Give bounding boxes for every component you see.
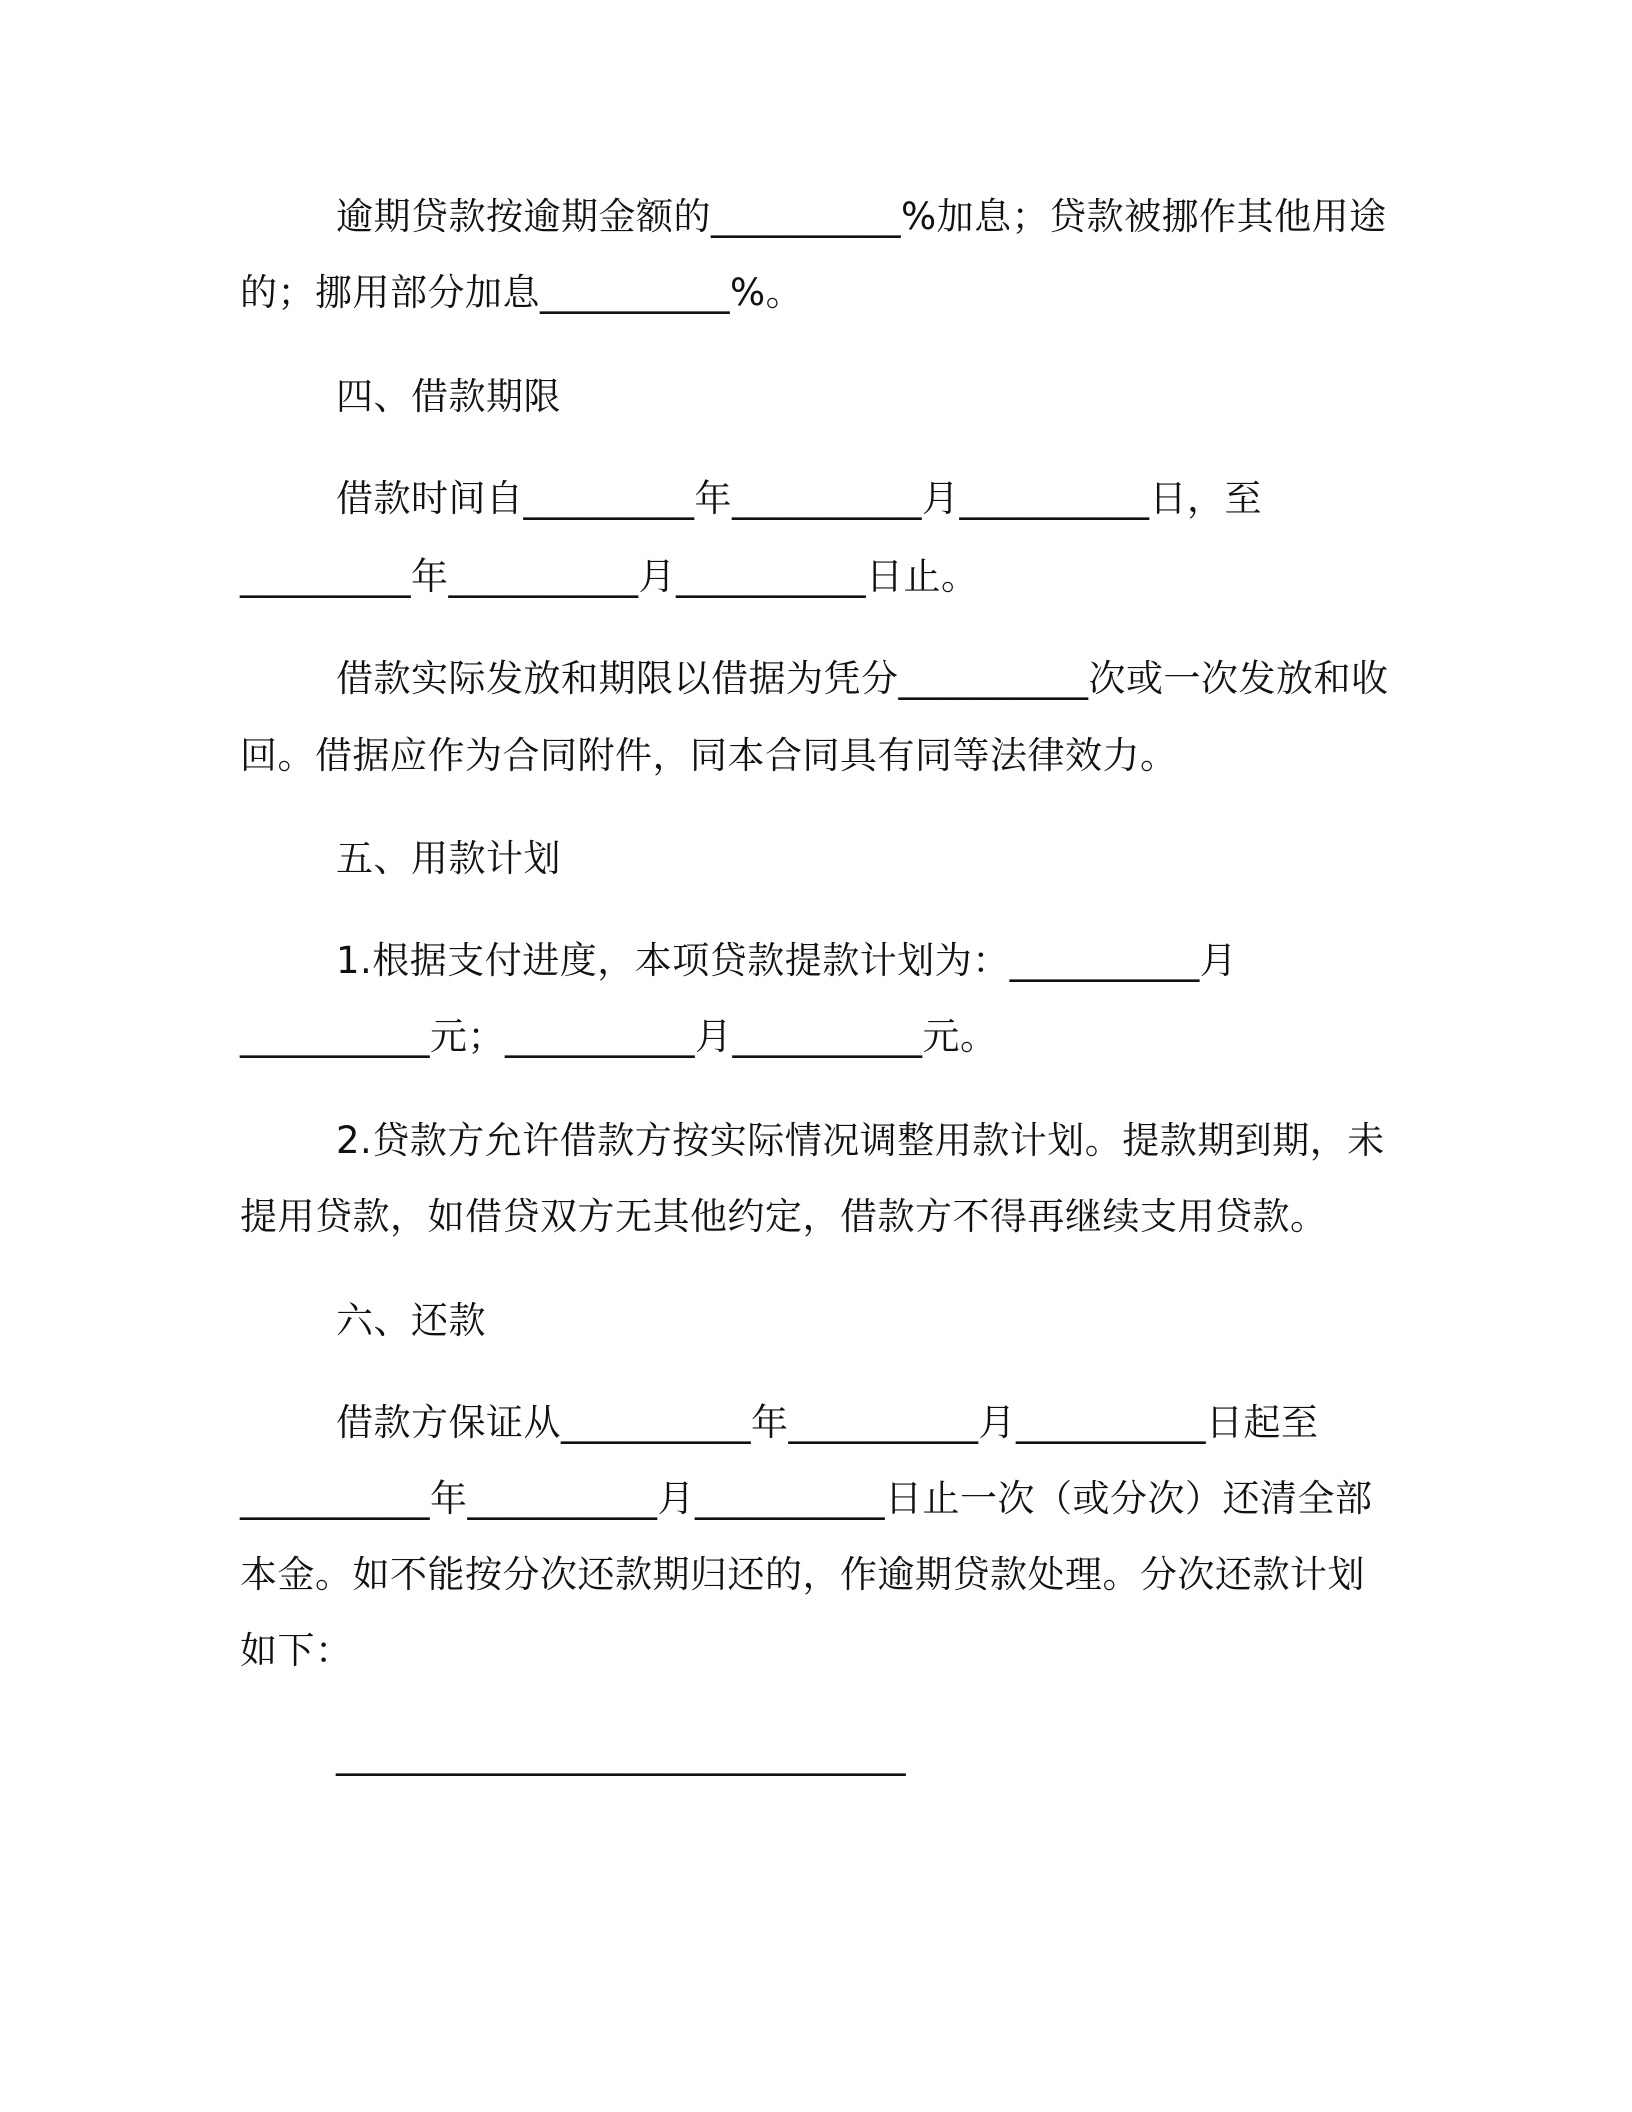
usage-plan-item-1-line-2: __________元；__________月__________元。: [240, 1015, 998, 1058]
usage-plan-item-2-line-2: 提用贷款，如借贷双方无其他约定，借款方不得再继续支用贷款。: [240, 1195, 1328, 1238]
section-heading-usage-plan: 五、用款计划: [336, 837, 561, 880]
usage-plan-item-2-line-1: 2.贷款方允许借款方按实际情况调整用款计划。提款期到期，未: [336, 1119, 1385, 1162]
repayment-line-3: 本金。如不能按分次还款期归还的，作逾期贷款处理。分次还款计划: [240, 1553, 1365, 1596]
usage-plan-item-1-line-1: 1.根据支付进度，本项贷款提款计划为：__________月: [336, 939, 1238, 982]
disbursement-line-2: 回。借据应作为合同附件，同本合同具有同等法律效力。: [240, 734, 1178, 777]
repayment-plan-blank-line: ______________________________: [336, 1733, 906, 1776]
overdue-interest-line-2: 的；挪用部分加息__________%。: [240, 271, 804, 314]
disbursement-line-1: 借款实际发放和期限以借据为凭分__________次或一次发放和收: [336, 657, 1389, 700]
repayment-line-2: __________年__________月__________日止一次（或分次）还清全部: [240, 1477, 1373, 1520]
repayment-line-4: 如下：: [240, 1629, 353, 1672]
section-heading-repayment: 六、还款: [336, 1299, 486, 1342]
section-heading-loan-term: 四、借款期限: [336, 375, 561, 418]
loan-term-line-2: _________年__________月__________日止。: [240, 555, 979, 598]
loan-term-line-1: 借款时间自_________年__________月__________日，至: [336, 477, 1262, 520]
overdue-interest-line-1: 逾期贷款按逾期金额的__________%加息；贷款被挪作其他用途: [336, 195, 1387, 238]
repayment-line-1: 借款方保证从__________年__________月__________日起至: [336, 1401, 1319, 1444]
